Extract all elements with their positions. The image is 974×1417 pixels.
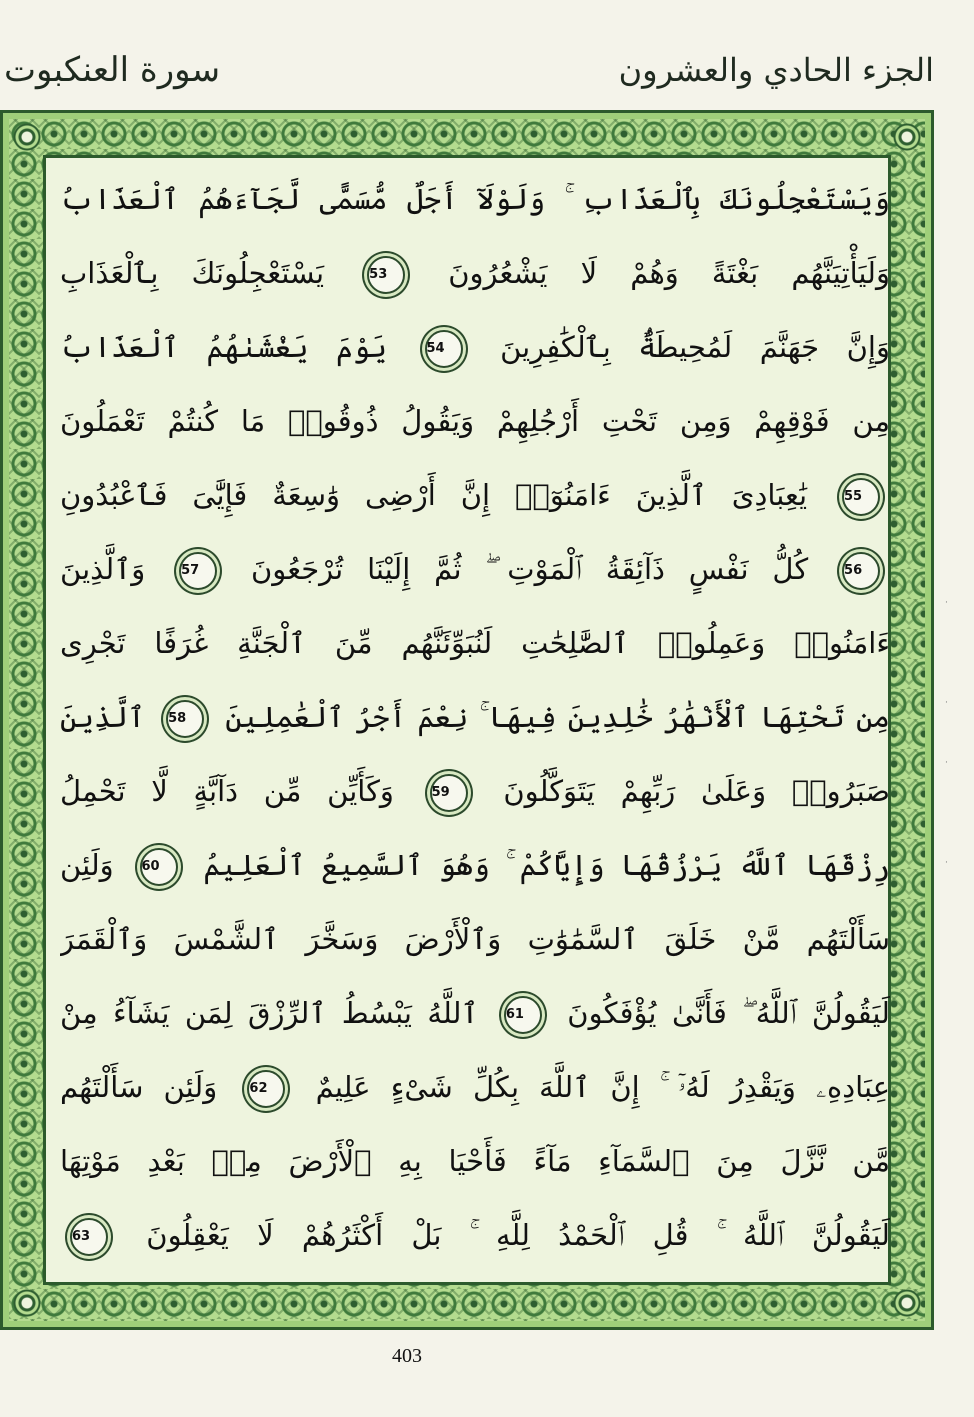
text-line [60,532,890,606]
margin-mark: · [945,758,948,768]
ayah-number-marker: 57 [179,552,217,590]
verse-text: عِبَادِهِۦ وَيَقْدِرُ لَهُۥٓ ۚ إِنَّ ٱللَّهَ بِكُلِّ شَىْءٍ عَلِيمٌ [315,1070,890,1104]
text-line [60,310,890,384]
surah-title-header: سورة العنكبوت [4,50,221,90]
verse-text: مِن تَحْتِهَا ٱلْأَنْهَٰرُ خَٰلِدِينَ فِيهَا ۚ نِعْمَ أَجْرُ ٱلْعَٰمِلِينَ [225,700,890,734]
text-line [60,1124,890,1198]
juz-title-header: الجزء الحادي والعشرون [618,51,934,89]
quran-text-area [60,162,890,1272]
verse-text: مَّن نَّزَّلَ مِنَ ٱلسَّمَآءِ مَآءً فَأَحْيَا بِهِ ٱلْأَرْضَ مِنۢ بَعْدِ مَوْتِهَا [60,1144,890,1178]
margin-mark: · [945,598,948,608]
verse-text: رِزْقَهَا ٱللَّهُ يَرْزُقُهَا وَإِيَّاكُمْ ۚ وَهُوَ ٱلسَّمِيعُ ٱلْعَلِيمُ [203,848,890,882]
ayah-number-marker: 61 [504,996,542,1034]
corner-ornament-icon [893,123,921,151]
ayah-number-marker: 63 [70,1218,108,1256]
verse-text: كُلُّ نَفْسٍ ذَآئِقَةُ ٱلْمَوْتِ ۖ ثُمَّ إِلَيْنَا تُرْجَعُونَ [250,552,809,586]
corner-ornament-icon [893,1289,921,1317]
margin-mark: · [945,858,948,868]
text-line [60,680,890,754]
text-line [60,1050,890,1124]
text-line [60,1198,890,1272]
text-line [60,606,890,680]
verse-text: وَٱلَّذِينَ [60,552,146,586]
corner-ornament-icon [13,123,41,151]
verse-text: سَأَلْتَهُم مَّنْ خَلَقَ ٱلسَّمَٰوَٰتِ وَٱلْأَرْضَ وَسَخَّرَ ٱلشَّمْسَ وَٱلْقَمَرَ [60,922,890,956]
text-line [60,384,890,458]
ayah-number-marker: 53 [367,256,405,294]
verse-text: يَٰعِبَادِىَ ٱلَّذِينَ ءَامَنُوٓا۟ إِنَّ أَرْضِى وَٰسِعَةٌ فَإِيَّٰىَ فَٱعْبُدُونِ [60,478,808,512]
ayah-number-marker: 55 [842,478,880,516]
corner-ornament-icon [13,1289,41,1317]
ayah-number-marker: 60 [140,848,178,886]
verse-text: ٱللَّهُ يَبْسُطُ ٱلرِّزْقَ لِمَن يَشَآءُ مِنْ [60,996,479,1030]
text-line [60,458,890,532]
verse-text: وَلَئِن [60,848,114,882]
verse-text: يَوْمَ يَغْشَىٰهُمُ ٱلْعَذَابُ [60,330,387,364]
ayah-number-marker: 54 [425,330,463,368]
verse-text: وَكَأَيِّن مِّن دَآبَّةٍ لَّا تَحْمِلُ [60,774,394,808]
margin-mark: · [945,698,948,708]
verse-text: لَيَقُولُنَّ ٱللَّهُ ۚ قُلِ ٱلْحَمْدُ لِلَّهِ ۚ بَلْ أَكْثَرُهُمْ لَا يَعْقِلُونَ [146,1218,890,1252]
ayah-number-marker: 62 [247,1070,285,1108]
verse-text: صَبَرُوا۟ وَعَلَىٰ رَبِّهِمْ يَتَوَكَّلُونَ [503,774,890,808]
verse-text: ٱلَّذِينَ [60,700,145,734]
verse-text: وَيَسْتَعْجِلُونَكَ بِٱلْعَذَابِ ۚ وَلَوْلَآ أَجَلٌ مُّسَمًّى لَّجَآءَهُمُ ٱلْعَذَابُ [60,182,890,216]
verse-text: لَيَقُولُنَّ ٱللَّهُ ۖ فَأَنَّىٰ يُؤْفَكُونَ [567,996,890,1030]
text-line [60,754,890,828]
ayah-number-marker: 59 [430,774,468,812]
ayah-number-marker: 56 [842,552,880,590]
verse-text: ءَامَنُوا۟ وَعَمِلُوا۟ ٱلصَّٰلِحَٰتِ لَنُبَوِّئَنَّهُم مِّنَ ٱلْجَنَّةِ غُرَفًا تَجْرِى [60,626,890,660]
text-line [60,162,890,236]
text-line [60,976,890,1050]
verse-text: مِن فَوْقِهِمْ وَمِن تَحْتِ أَرْجُلِهِمْ وَيَقُولُ ذُوقُوا۟ مَا كُنتُمْ تَعْمَلُونَ [60,404,890,438]
text-line [60,902,890,976]
page-number: 403 [392,1345,422,1367]
verse-text: وَإِنَّ جَهَنَّمَ لَمُحِيطَةٌۢ بِٱلْكَٰفِرِينَ [500,330,890,364]
text-line [60,828,890,902]
verse-text: وَلَيَأْتِيَنَّهُم بَغْتَةً وَهُمْ لَا يَشْعُرُونَ [448,256,890,290]
verse-text: وَلَئِن سَأَلْتَهُم [60,1070,218,1104]
text-line [60,236,890,310]
verse-text: يَسْتَعْجِلُونَكَ بِٱلْعَذَابِ [60,256,325,290]
ayah-number-marker: 58 [166,700,204,738]
